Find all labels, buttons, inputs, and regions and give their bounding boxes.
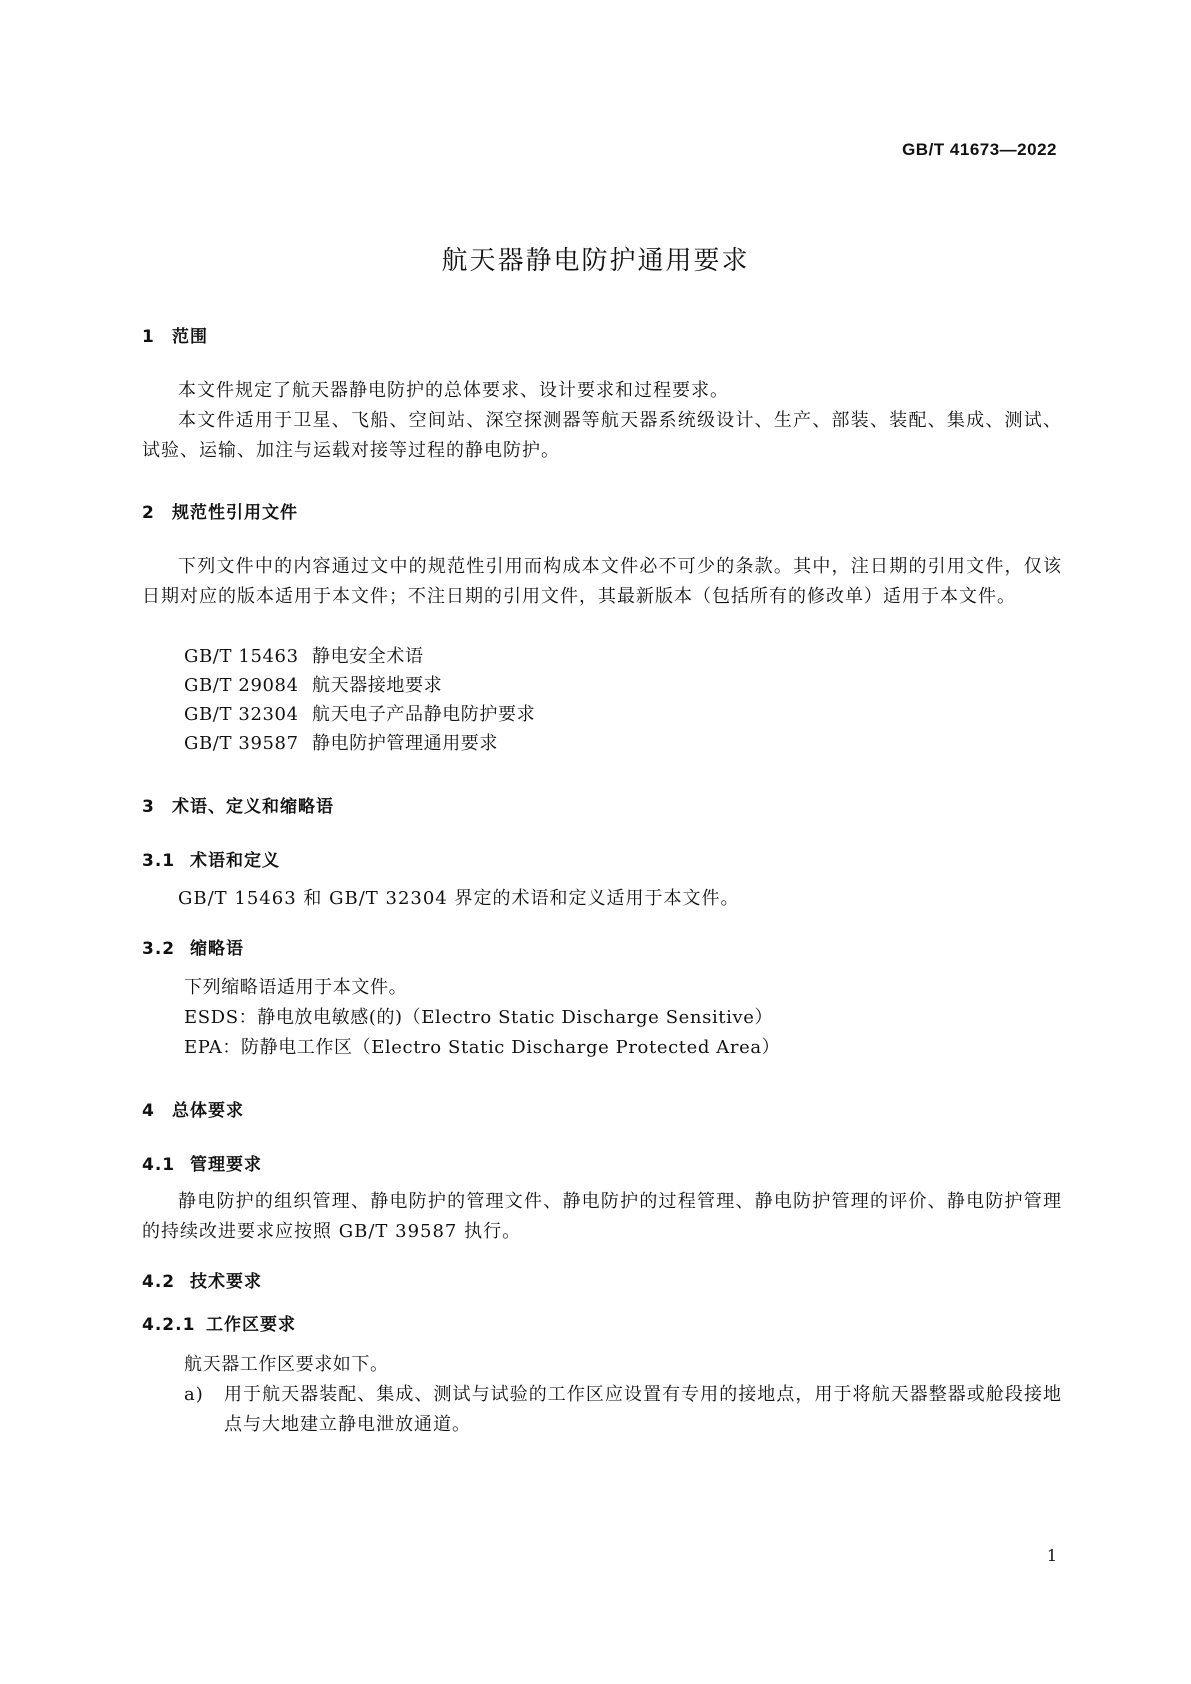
list-marker: a) [184, 1384, 204, 1405]
reference-item [184, 700, 535, 730]
page-number: 1 [1046, 1546, 1057, 1565]
section-number: 3.1 [142, 851, 176, 871]
reference-code: GB/T 15463 [184, 646, 299, 667]
list-item-text: 用于航天器装配、集成、测试与试验的工作区应设置有专用的接地点，用于将航天器整器或舱段接地点与大地建立静电泄放通道。 [224, 1384, 1062, 1435]
section-number: 3 [142, 797, 155, 817]
scope-paragraph-1: 本文件规定了航天器静电防护的总体要求、设计要求和过程要求。 [178, 380, 729, 401]
section-title: 术语、定义和缩略语 [172, 797, 334, 817]
work-area-intro: 航天器工作区要求如下。 [184, 1354, 389, 1375]
section-4-2-1-heading [142, 1310, 296, 1335]
section-title: 技术要求 [190, 1272, 262, 1292]
section-4-1-heading [142, 1150, 262, 1175]
reference-item [184, 671, 442, 701]
section-3-2-heading [142, 934, 244, 959]
terms-definitions-paragraph: GB/T 15463 和 GB/T 32304 界定的术语和定义适用于本文件。 [178, 888, 740, 909]
list-item [184, 1380, 1062, 1440]
section-title: 工作区要求 [206, 1315, 296, 1335]
section-number: 2 [142, 503, 155, 523]
section-3-1-heading [142, 846, 280, 871]
scope-paragraph-2: 本文件适用于卫星、飞船、空间站、深空探测器等航天器系统级设计、生产、部装、装配、集成、测试、试验、运输、加注与运载对接等过程的静电防护。 [142, 410, 1062, 461]
reference-title: 航天器接地要求 [312, 675, 443, 696]
reference-title: 静电安全术语 [312, 646, 424, 667]
section-number: 1 [142, 327, 155, 347]
section-number: 4.2.1 [142, 1315, 196, 1335]
section-title: 规范性引用文件 [172, 503, 298, 523]
abbreviations-intro: 下列缩略语适用于本文件。 [184, 977, 408, 998]
reference-title: 航天电子产品静电防护要求 [312, 704, 536, 725]
reference-title: 静电防护管理通用要求 [312, 733, 498, 754]
document-title: 航天器静电防护通用要求 [441, 246, 750, 276]
section-title: 管理要求 [190, 1155, 262, 1175]
reference-item [184, 729, 498, 759]
section-3-heading [142, 792, 334, 817]
standard-code: GB/T 41673—2022 [902, 140, 1057, 159]
section-1-heading [142, 322, 208, 347]
section-4-heading [142, 1096, 244, 1121]
section-title: 总体要求 [172, 1101, 244, 1121]
section-title: 范围 [172, 327, 208, 347]
section-number: 4 [142, 1101, 155, 1121]
section-4-2-heading [142, 1267, 262, 1292]
section-title: 术语和定义 [190, 851, 280, 871]
management-requirements-paragraph: 静电防护的组织管理、静电防护的管理文件、静电防护的过程管理、静电防护管理的评价、静电防护管理的持续改进要求应按照 GB/T 39587 执行。 [142, 1191, 1062, 1242]
reference-code: GB/T 32304 [184, 704, 299, 725]
section-2-heading [142, 498, 298, 523]
section-number: 4.2 [142, 1272, 176, 1292]
abbreviation-item: ESDS：静电放电敏感(的)（Electro Static Discharge Sensitive） [184, 1007, 774, 1028]
normative-references-paragraph: 下列文件中的内容通过文中的规范性引用而构成本文件必不可少的条款。其中，注日期的引用文件，仅该日期对应的版本适用于本文件；不注日期的引用文件，其最新版本（包括所有的修改单）适用于本文件。 [142, 556, 1062, 607]
section-number: 4.1 [142, 1155, 176, 1175]
reference-code: GB/T 29084 [184, 675, 299, 696]
section-number: 3.2 [142, 939, 176, 959]
abbreviation-item: EPA：防静电工作区（Electro Static Discharge Protected Area） [184, 1037, 781, 1058]
section-title: 缩略语 [190, 939, 244, 959]
reference-code: GB/T 39587 [184, 733, 299, 754]
reference-item [184, 642, 424, 672]
